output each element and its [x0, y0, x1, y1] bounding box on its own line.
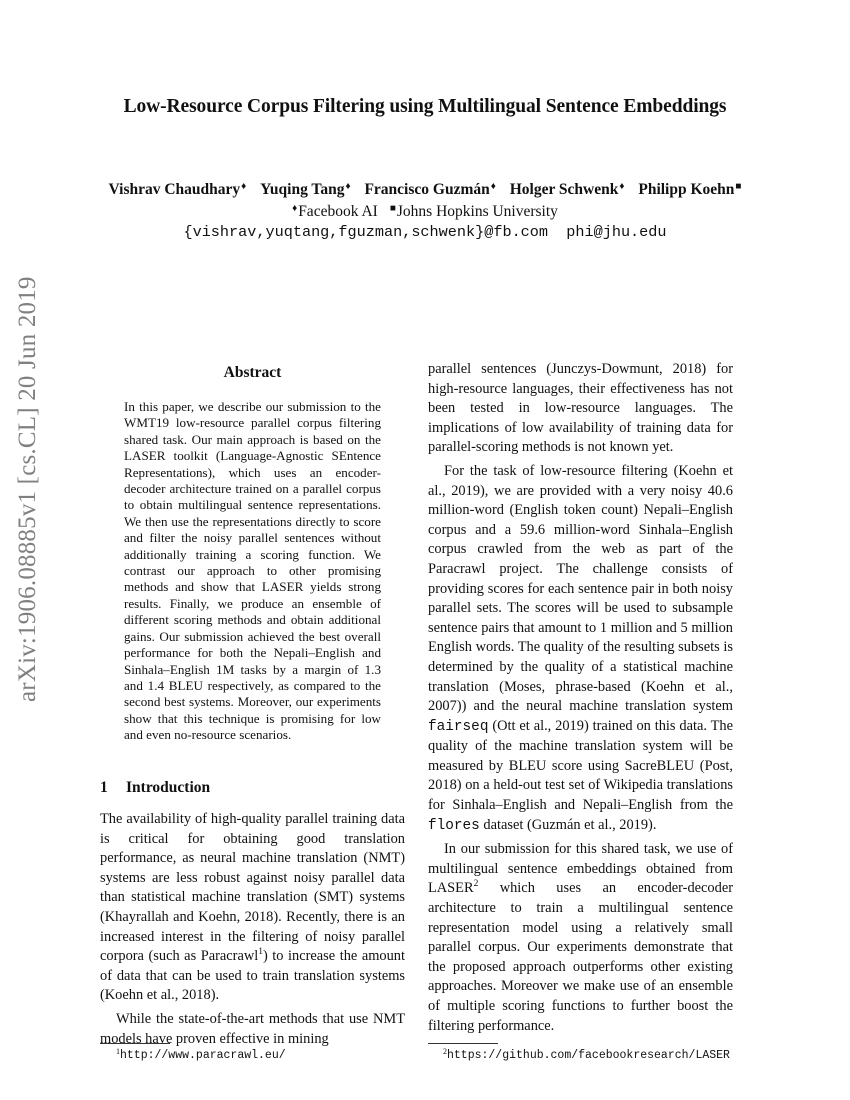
- abstract-text: In this paper, we describe our submission to the WMT19 low-resource parallel corpus filtering shared task. Our main approach is based on the LASER toolkit (Language-Agnostic SEntence Representations), which uses an encoder-decoder architecture trained on a parallel corpus to obtain multilingual sentence representations. We then use the representations directly to score and filter the noisy parallel sentences without additionally training a scoring function. We contrast our approach to other promising methods and show that LASER yields strong results. Finally, we produce an ensemble of different scoring methods and obtain additional gains. Our submission achieved the best overall performance for both the Nepali–English and Sinhala–English 1M tasks by a margin of 1.3 and 1.4 BLEU respectively, as compared to the second best systems. Moreover, our experiments show that this technique is promising for low and even no-resource scenarios.: [124, 399, 381, 743]
- footnote: [443, 1047, 730, 1062]
- author: [109, 181, 247, 198]
- paragraph: parallel sentences (Junczys-Dowmunt, 2018) for high-resource languages, their effectiveness has not been tested in low-resource languages. The implications of low availability of training data for parallel-scoring methods is not known yet.: [428, 361, 733, 456]
- author: [260, 181, 350, 198]
- author-emails: {vishrav,yuqtang,fguzman,schwenk}@fb.com phi@jhu.edu: [183, 223, 667, 241]
- section-title: Introduction: [126, 779, 211, 796]
- affiliation-mark: ♦: [241, 181, 247, 192]
- author-name: Yuqing Tang: [260, 181, 345, 198]
- footnote-rule: [428, 1043, 498, 1044]
- footnote-link[interactable]: https://github.com/facebookresearch/LASER: [447, 1049, 730, 1062]
- section-number: 1: [100, 779, 108, 796]
- author-name: Francisco Guzmán: [364, 181, 490, 198]
- paragraph-text: For the task of low-resource filtering (Koehn et al., 2019), we are provided with a very noisy 40.6 million-word (English token count) Nepali–English corpus and a 59.6 million-word Sinhala–English corpus crawled from the web as part of the Paracrawl project. The challenge consists of providing scores for each sentence pair in both noisy parallel sets. The scores will be used to subsample sentence pairs that amount to 1 million and 5 million English words. The quality of the resulting subsets is determined by the quality of a statistical machine translation (Moses, phrase-based (Koehn et al., 2007)) and the neural machine translation system: [428, 462, 733, 715]
- footnote-rule: [100, 1043, 170, 1044]
- footnote-link[interactable]: http://www.paracrawl.eu/: [120, 1049, 286, 1062]
- paragraph-text: (Ott et al., 2019) trained on this data. The quality of the machine translation system will be measured by BLEU score using SacreBLEU (Post, 2018) on a held-out test set of Wikipedia translations for Sinhala–English and Nepali–English from the: [428, 717, 733, 814]
- paragraph: While the state-of-the-art methods that use NMT models have proven effective in mining: [100, 1010, 405, 1047]
- affiliation-name: Facebook AI: [298, 203, 378, 220]
- author-name: Vishrav Chaudhary: [108, 181, 241, 198]
- paragraph: [100, 810, 405, 1006]
- footnote-ref: 1: [258, 947, 263, 958]
- affiliation-name: Johns Hopkins University: [396, 203, 558, 220]
- inline-code: flores: [428, 817, 480, 834]
- paragraph: [428, 840, 733, 1036]
- author-name: Philipp Koehn: [638, 181, 735, 198]
- abstract-heading: Abstract: [223, 364, 282, 381]
- paragraph-text: In our submission for this shared task, we use of multilingual sentence embeddings obtained from LASER: [428, 841, 733, 897]
- inline-code: fairseq: [428, 718, 489, 735]
- author: [364, 181, 495, 198]
- author-name: Holger Schwenk: [509, 181, 619, 198]
- affiliation-mark: ■: [389, 203, 396, 214]
- footnote-number: 2: [443, 1047, 447, 1056]
- affiliation-mark: ♦: [490, 181, 496, 192]
- section-heading: [100, 779, 210, 797]
- right-column-body: [428, 360, 733, 1036]
- affiliation-list: [0, 203, 850, 221]
- affiliation-mark: ♦: [619, 181, 625, 192]
- paragraph-text: ) to increase the amount of data that can be used to train translation systems (Koehn et al., 2018).: [100, 948, 405, 1004]
- footnote: [116, 1047, 286, 1062]
- left-column-body: [100, 810, 405, 1049]
- footnote-number: 1: [116, 1047, 120, 1056]
- author: [510, 181, 625, 198]
- paragraph: [428, 462, 733, 836]
- affiliation-mark: ♦: [345, 181, 351, 192]
- paragraph-text: which uses an encoder-decoder architecture to train a multilingual sentence representation model using a relatively small parallel corpus. Our experiments demonstrate that the proposed approach outperforms other existing approaches. Moreover we make use of an ensemble of multiple scoring functions to further boost the filtering performance.: [428, 880, 733, 1034]
- footnote-ref: 2: [473, 879, 479, 890]
- paragraph-text: dataset (Guzmán et al., 2019).: [479, 816, 657, 833]
- author: [638, 181, 741, 198]
- arxiv-stamp: arXiv:1906.08885v1 [cs.CL] 20 Jun 2019: [14, 276, 41, 702]
- affiliation-mark: ■: [735, 181, 742, 192]
- affiliation-mark: ♦: [292, 203, 298, 214]
- paper-title: Low-Resource Corpus Filtering using Multilingual Sentence Embeddings: [123, 96, 727, 117]
- paragraph-text: The availability of high-quality parallel training data is critical for obtaining good translation performance, as neural machine translation (NMT) systems are less robust against noisy parallel data than statistical machine translation (SMT) systems (Khayrallah and Koehn, 2018). Recently, there is an increased interest in the filtering of noisy parallel corpora (such as Paracrawl: [100, 811, 405, 965]
- author-list: [0, 181, 850, 199]
